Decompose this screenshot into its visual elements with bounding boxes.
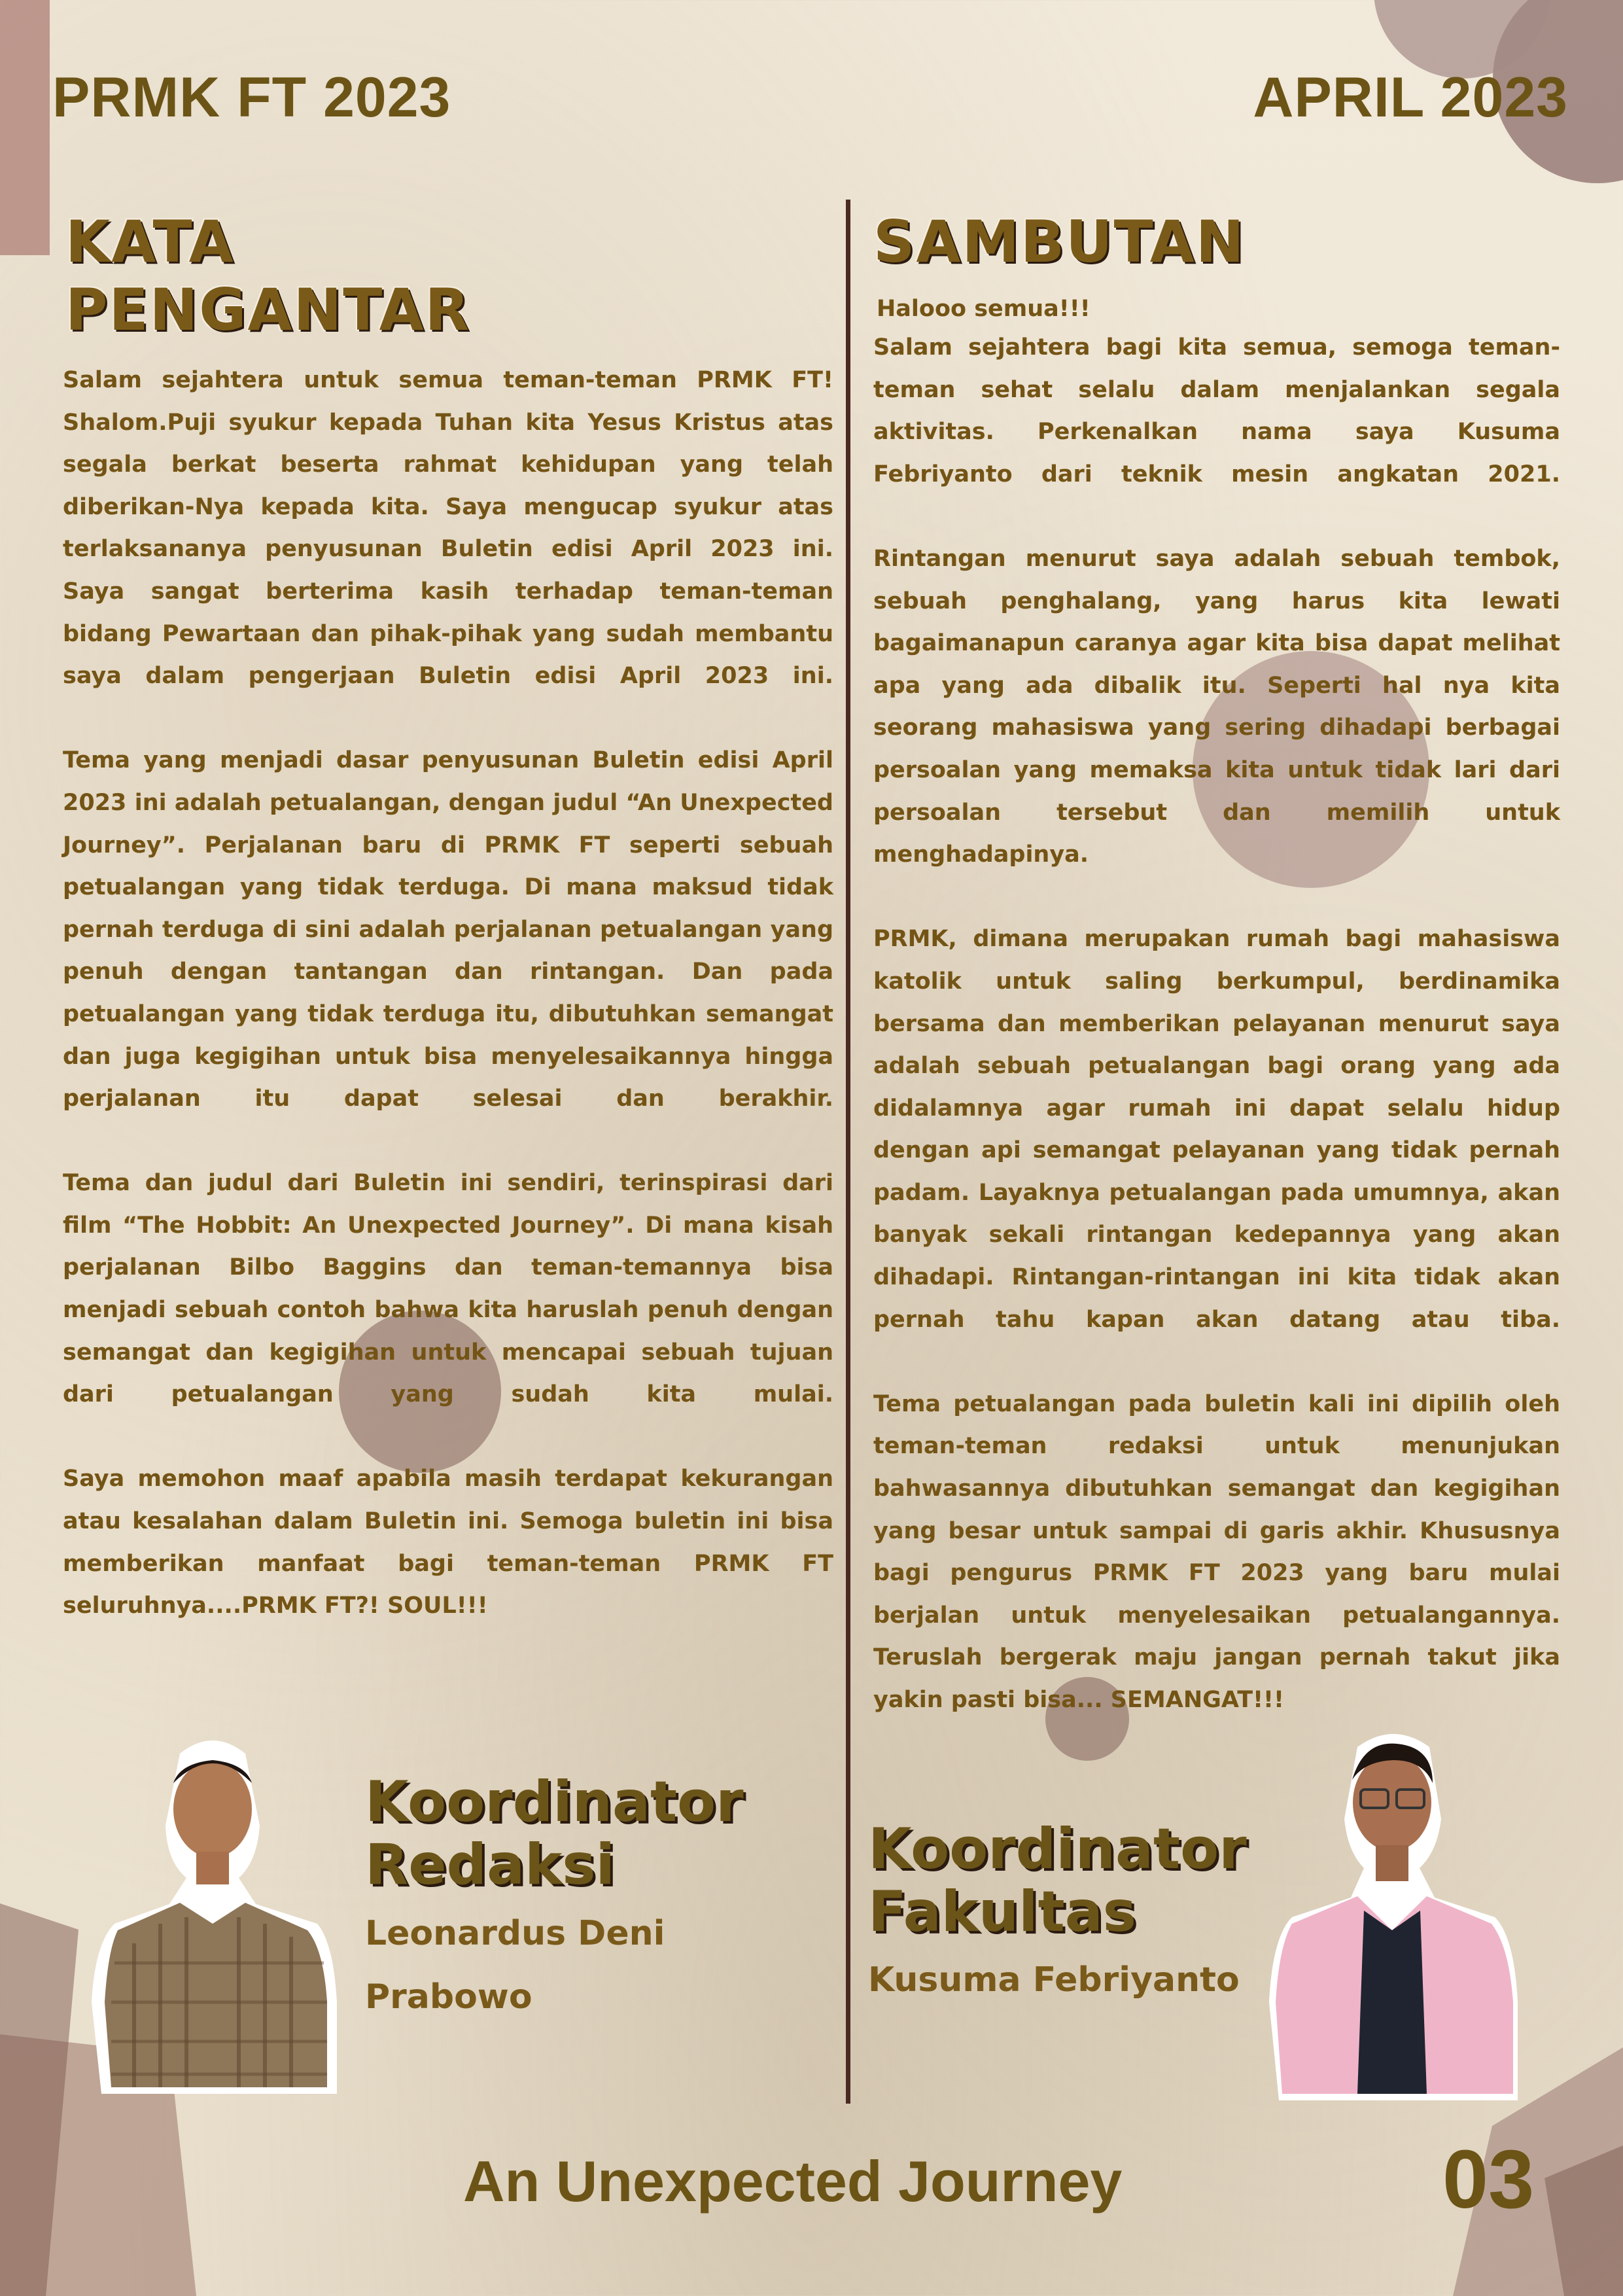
right-person-name: Kusuma Febriyanto <box>868 1960 1240 2000</box>
left-paragraph: Salam sejahtera untuk semua teman-teman PRMK FT! Shalom.Puji syukur kepada Tuhan kita Yesus Kristus atas segala berkat beserta rahmat kehidupan yang telah diberikan-Nya kepada kita. Saya mengucap syukur atas terlaksananya penyusunan Buletin edisi April 2023 ini. Saya sangat berterima kasih terhadap teman-teman bidang Pewartaan dan pihak-pihak yang sudah membantu saya dalam pengerjaan Buletin edisi April 2023 ini. <box>63 367 833 690</box>
right-paragraph: PRMK, dimana merupakan rumah bagi mahasiswa katolik untuk saling berkumpul, berdinamika bersama dan memberikan pelayanan menurut saya adalah sebuah petualangan bagi orang yang ada didalamnya agar rumah ini dapat selalu hidup dengan api semangat pelayanan yang tidak pernah padam. Layaknya petualangan pada umumnya, akan banyak sekali rintangan kedepannya yang akan dihadapi. Rintangan-rintangan ini kita tidak akan pernah tahu kapan akan datang atau tiba. <box>873 926 1560 1333</box>
right-role-line1: Koordinator <box>868 1816 1247 1882</box>
left-title-line1: KATA <box>65 208 235 275</box>
portrait-faculty-coordinator <box>1266 1721 1521 2100</box>
right-body-text <box>873 327 1560 1763</box>
right-role-title <box>868 1818 1247 1943</box>
column-divider <box>846 200 850 2104</box>
header-publication: PRMK FT 2023 <box>52 66 451 129</box>
right-role-line2: Fakultas <box>868 1879 1136 1945</box>
right-section-title: SAMBUTAN <box>873 208 1246 275</box>
right-paragraph: Tema petualangan pada buletin kali ini dipilih oleh teman-teman redaksi untuk menunjukan bahwasannya dibutuhkan semangat dan kegigihan yang besar untuk sampai di garis akhir. Khususnya bagi pengurus PRMK FT 2023 yang baru mulai berjalan untuk menyelesaikan petualangannya. Teruslah bergerak maju jangan pernah takut jika yakin pasti bisa... SEMANGAT!!! <box>873 1390 1560 1713</box>
left-person-name-line2: Prabowo <box>365 1977 532 2017</box>
left-paragraph: Tema dan judul dari Buletin ini sendiri, terinspirasi dari film “The Hobbit: An Unexpected Journey”. Di mana kisah perjalanan Bilbo Baggins dan teman-temannya bisa menjadi sebuah contoh bahwa kita haruslah penuh dengan semangat dan kegigihan untuk mencapai sebuah tujuan dari petualangan yang sudah kita mulai. <box>63 1170 833 1408</box>
greeting-text: Halooo semua!!! <box>877 296 1091 322</box>
left-role-title <box>365 1771 744 1896</box>
left-title-line2: PENGANTAR <box>65 276 471 344</box>
footer-title: An Unexpected Journey <box>463 2149 1123 2214</box>
header-date: APRIL 2023 <box>1253 66 1568 129</box>
page-number: 03 <box>1442 2133 1535 2225</box>
left-paragraph: Tema yang menjadi dasar penyusunan Buletin edisi April 2023 ini adalah petualangan, dengan judul “An Unexpected Journey”. Perjalanan baru di PRMK FT seperti sebuah petualangan yang tidak terduga. Di mana maksud tidak pernah terduga di sini adalah perjalanan petualangan yang penuh dengan tantangan dan rintangan. Dan pada petualangan yang tidak terduga itu, dibutuhkan semangat dan juga kegigihan untuk bisa menyelesaikannya hingga perjalanan itu dapat selesai dan berakhir. <box>63 747 833 1112</box>
left-body-text <box>63 359 833 1669</box>
left-section-title <box>65 208 470 344</box>
left-role-line1: Koordinator <box>365 1769 744 1835</box>
right-paragraph: Rintangan menurut saya adalah sebuah tembok, sebuah penghalang, yang harus kita lewati bagaimanapun caranya agar kita bisa dapat melihat apa yang ada dibalik itu. Seperti hal nya kita seorang mahasiswa yang sering dihadapi berbagai persoalan yang memaksa kita untuk tidak lari dari persoalan tersebut dan memilih untuk menghadapinya. <box>873 545 1560 868</box>
left-person-name-line1: Leonardus Deni <box>365 1914 665 1953</box>
right-paragraph: Salam sejahtera bagi kita semua, semoga teman-teman sehat selalu dalam menjalankan segala aktivitas. Perkenalkan nama saya Kusuma Febriyanto dari teknik mesin angkatan 2021. <box>873 334 1560 487</box>
left-paragraph: Saya memohon maaf apabila masih terdapat kekurangan atau kesalahan dalam Buletin ini. Semoga buletin ini bisa memberikan manfaat bagi teman-teman PRMK FT seluruhnya....PRMK FT?! SOUL!!! <box>63 1466 833 1619</box>
left-role-line2: Redaksi <box>365 1832 616 1898</box>
portrait-editor-coordinator <box>88 1727 337 2094</box>
corner-strip-top-left <box>0 0 50 255</box>
